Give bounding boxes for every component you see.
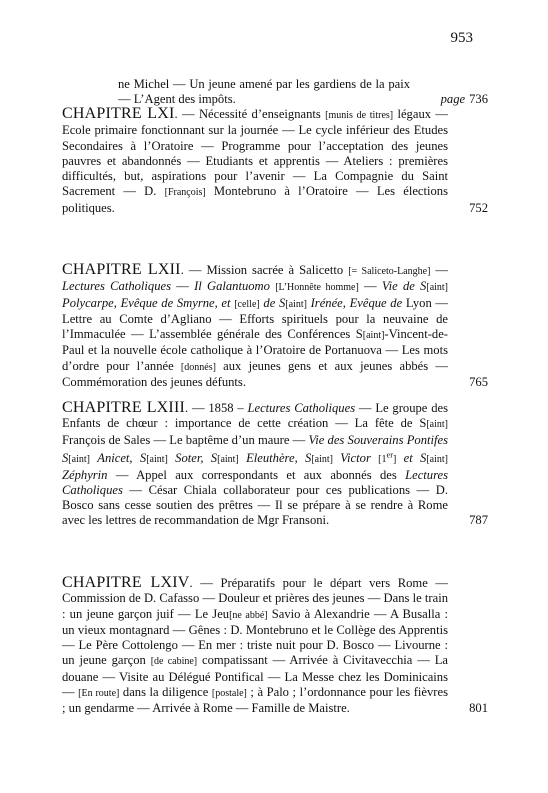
entry-text: ne Michel — Un jeune amené par les gardiens de la paix — L’Agent des impôts. [118,77,410,107]
chapter-summary: . — Mission sacrée à Salicetto [= Saliceto-Langhe] — Lectures Catholiques — Il Galantuomo [L’Honnête homme] — Vie de S[aint] Polycarpe, Evêque de Smyrne, et [celle] de S[aint] Irénée, Evêque de Lyon — Lettre au Comte d’Agliano — Efforts spirituels pour la neuvaine de l’Immaculée — L’assemblée générale des Conférences S[aint]-Vincent-de-Paul et la nouvelle école catholique à l’Oratoire de Portanuova — Les mots d’ordre pour l’année [donnés] aux jeunes gens et aux jeunes abbés — Commémoration des jeunes défunts. [62,263,449,390]
chapter-summary: . — 1858 – Lectures Catholiques — Le groupe des Enfants de chœur : importance de cette création — La fête de S[aint] François de Sales — Le baptême d’un maure — Vie des Souverains Pontifes S[aint] Anicet, S[aint] Soter, S[aint] Eleuthère, S[aint] Victor [1er] et S[aint] Zéphyrin — Appel aux correspondants et aux abonnés des Lectures Catholiques — César Chiala collaborateur pour ces publications — D. Bosco sans cesse soutien des prêtres — Il se prépare à se rendre à Rome avec les lettres de recommandation de Mgr Fransoni. [62,401,448,528]
chapter-heading: CHAPITRE LXI [62,105,175,122]
chapter-summary: . — Préparatifs pour le départ vers Rome — Commission de D. Cafasso — Douleur et prières des jeunes — Dans le train : un jeune garçon juif — Le Jeu[ne abbé] Savio à Alexandrie — A Busalla : un vieux montagnard — Gênes : D. Montebruno et le Collège des Apprentis — Le Père Cottolengo — En mer : triste nuit pour D. Bosco — Livourne : un jeune garçon [de cabine] compatissant — Arrivée à Civitavecchia — La douane — Visite au Délégué Pontifical — La Messe chez les Dominicains — [En route] dans la diligence [postale] ; à Palo ; l’ordonnance pour les fièvres ; un gendarme — Arrivée à Rome — Famille de Maistre. [62,576,449,716]
page-ref: 801 [469,701,488,716]
chapter-summary: . — Nécessité d’enseignants [munis de titres] légaux — Ecole primaire fonctionnant sur la journée — Le cycle inférieur des Etudes Secondaires à l’Oratoire — Programme pour l’acceptation des jeunes pauvres et abandonnés — Etudiants et apprentis — Ateliers : premières difficultés, but, aspirations pour l’avenir — La Compagnie du Saint Sacrement — D. [François] Montebruno à l’Oratoire — Les élections politiques. [62,107,448,215]
entry-text [62,575,488,717]
entry-text [62,106,488,216]
entry-text [62,262,488,390]
toc-entry-chapitre-lxi [62,106,488,216]
chapter-heading: CHAPITRE LXII [62,261,181,278]
toc-entry-continuation [62,77,488,108]
page-ref-number: 736 [469,92,488,107]
page-number: 953 [450,30,473,46]
chapter-heading: CHAPITRE LXIII [62,399,186,416]
entry-text [62,400,488,529]
toc-entry-chapitre-lxiii [62,400,488,529]
page-ref: 787 [469,513,488,528]
page-ref: 752 [469,200,488,215]
page-word: page [440,92,466,107]
page-ref: 765 [469,375,488,390]
toc-entry-chapitre-lxiv [62,575,488,717]
toc-entry-chapitre-lxii [62,262,488,390]
chapter-heading: CHAPITRE LXIV [62,574,190,591]
